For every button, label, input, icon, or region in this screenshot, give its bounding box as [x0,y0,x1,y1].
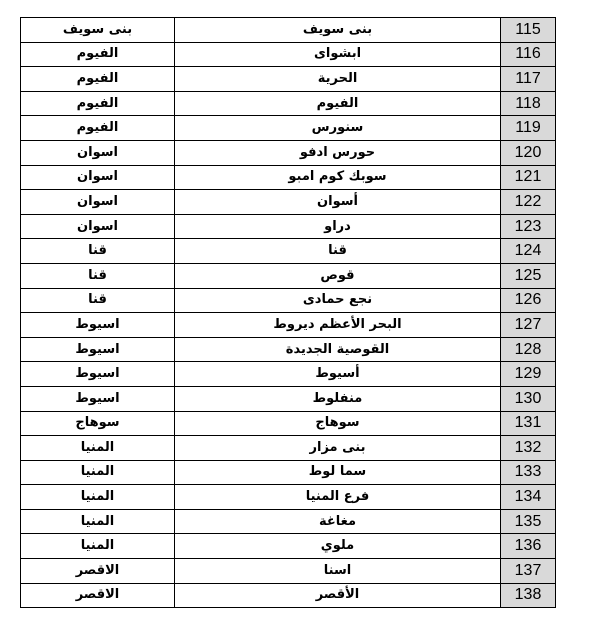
governorate-cell: الاقصر [21,583,175,608]
table-row [21,386,556,411]
governorate-cell: اسيوط [21,386,175,411]
center-name-cell: الفيوم [175,91,501,116]
row-number-cell: 132 [501,436,556,461]
table-row [21,165,556,190]
center-name-cell: البحر الأعظم ديروط [175,313,501,338]
locations-table-body [21,18,556,608]
governorate-cell: المنيا [21,485,175,510]
center-name-cell: سوبك كوم امبو [175,165,501,190]
table-row [21,18,556,43]
center-name-cell: سوهاج [175,411,501,436]
table-row [21,534,556,559]
table-row [21,67,556,92]
table-row [21,313,556,338]
row-number-cell: 129 [501,362,556,387]
governorate-cell: قنا [21,288,175,313]
center-name-cell: مغاغة [175,509,501,534]
center-name-cell: فرع المنيا [175,485,501,510]
table-row [21,460,556,485]
center-name-cell: حورس ادفو [175,140,501,165]
governorate-cell: المنيا [21,534,175,559]
row-number-cell: 128 [501,337,556,362]
table-row [21,116,556,141]
governorate-cell: الاقصر [21,559,175,584]
center-name-cell: منفلوط [175,386,501,411]
row-number-cell: 115 [501,18,556,43]
row-number-cell: 118 [501,91,556,116]
center-name-cell: سما لوط [175,460,501,485]
row-number-cell: 123 [501,214,556,239]
governorate-cell: قنا [21,263,175,288]
row-number-cell: 119 [501,116,556,141]
row-number-cell: 130 [501,386,556,411]
row-number-cell: 131 [501,411,556,436]
governorate-cell: الفيوم [21,67,175,92]
table-row [21,91,556,116]
table-row [21,583,556,608]
row-number-cell: 138 [501,583,556,608]
table-row [21,509,556,534]
governorate-cell: اسوان [21,165,175,190]
governorate-cell: اسيوط [21,362,175,387]
governorate-cell: قنا [21,239,175,264]
governorate-cell: اسوان [21,214,175,239]
governorate-cell: الفيوم [21,116,175,141]
governorate-cell: المنيا [21,460,175,485]
table-row [21,263,556,288]
table-row [21,42,556,67]
governorate-cell: سوهاج [21,411,175,436]
governorate-cell: اسوان [21,140,175,165]
governorate-cell: بنى سويف [21,18,175,43]
row-number-cell: 126 [501,288,556,313]
table-row [21,485,556,510]
row-number-cell: 125 [501,263,556,288]
locations-table [20,17,556,608]
row-number-cell: 120 [501,140,556,165]
center-name-cell: بنى سويف [175,18,501,43]
governorate-cell: المنيا [21,509,175,534]
center-name-cell: دراو [175,214,501,239]
center-name-cell: قوص [175,263,501,288]
table-row [21,140,556,165]
row-number-cell: 124 [501,239,556,264]
table-row [21,288,556,313]
row-number-cell: 134 [501,485,556,510]
row-number-cell: 136 [501,534,556,559]
table-row [21,436,556,461]
center-name-cell: ملوي [175,534,501,559]
governorate-cell: اسيوط [21,337,175,362]
center-name-cell: نجع حمادى [175,288,501,313]
row-number-cell: 121 [501,165,556,190]
row-number-cell: 117 [501,67,556,92]
row-number-cell: 133 [501,460,556,485]
center-name-cell: ابشواى [175,42,501,67]
row-number-cell: 116 [501,42,556,67]
table-row [21,362,556,387]
row-number-cell: 135 [501,509,556,534]
table-row [21,239,556,264]
center-name-cell: سنورس [175,116,501,141]
center-name-cell: بنى مزار [175,436,501,461]
table-row [21,190,556,215]
center-name-cell: الحرية [175,67,501,92]
governorate-cell: المنيا [21,436,175,461]
row-number-cell: 137 [501,559,556,584]
table-row [21,214,556,239]
center-name-cell: الأقصر [175,583,501,608]
table-row [21,337,556,362]
row-number-cell: 122 [501,190,556,215]
governorate-cell: اسيوط [21,313,175,338]
center-name-cell: أسوان [175,190,501,215]
governorate-cell: الفيوم [21,42,175,67]
center-name-cell: القوصية الجديدة [175,337,501,362]
governorate-cell: اسوان [21,190,175,215]
center-name-cell: اسنا [175,559,501,584]
row-number-cell: 127 [501,313,556,338]
governorate-cell: الفيوم [21,91,175,116]
center-name-cell: أسيوط [175,362,501,387]
table-row [21,411,556,436]
table-row [21,559,556,584]
center-name-cell: قنا [175,239,501,264]
